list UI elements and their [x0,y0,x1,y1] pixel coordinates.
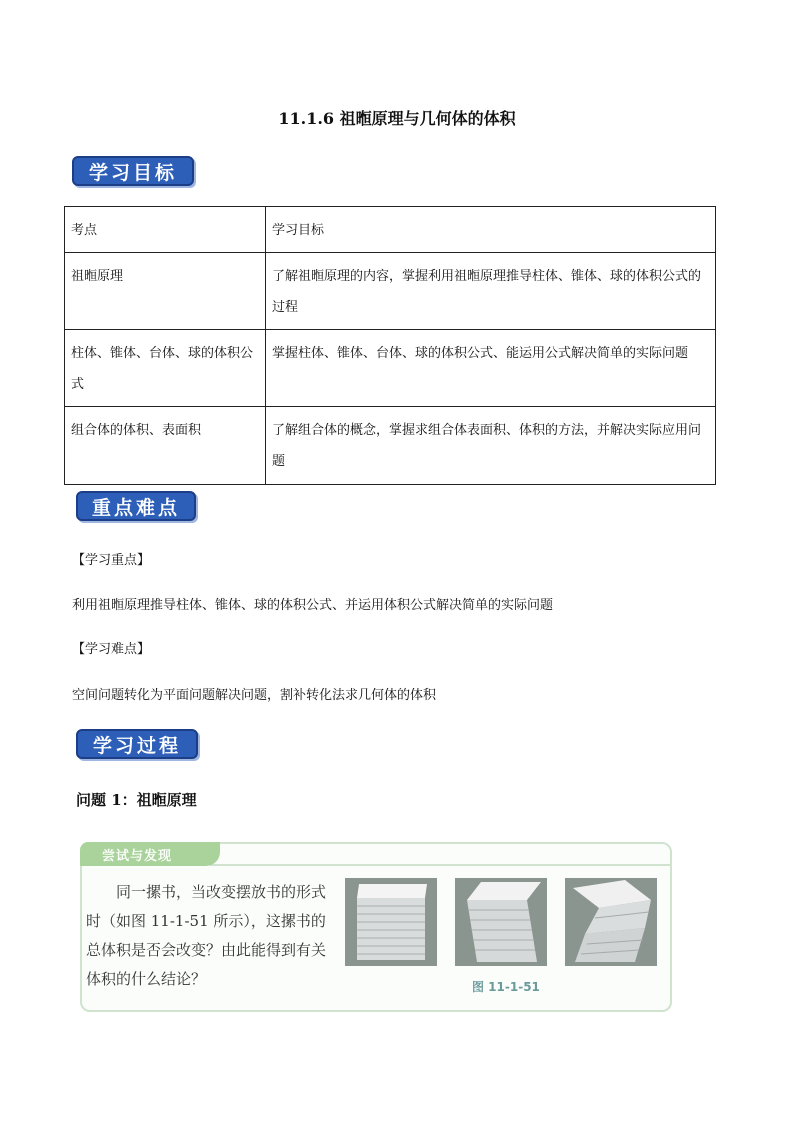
difficulty-text: 空间问题转化为平面问题解决问题，割补转化法求几何体的体积 [72,688,437,703]
book-stack-photo-slanted [455,878,547,966]
section-banner-keypoints: 重点难点 [76,491,196,521]
row-topic: 柱体、锥体、台体、球的体积公式 [65,330,266,407]
difficulty-label: 【学习难点】 [72,642,151,657]
table-row [65,253,716,330]
section-banner-process: 学习过程 [76,729,198,759]
row-topic: 组合体的体积、表面积 [65,407,266,485]
figure-tab-label: 尝试与发现 [80,842,220,866]
figure-caption: 图 11-1-51 [472,980,540,994]
book-stack-photo-twisted [565,878,657,966]
table-row [65,407,716,485]
header-topic: 考点 [65,207,266,253]
objectives-table [64,206,716,485]
row-goal: 了解祖暅原理的内容，掌握利用祖暅原理推导柱体、锥体、球的体积公式的过程 [266,253,716,330]
page-title: 11.1.6 祖暅原理与几何体的体积 [278,109,516,128]
table-header-row [65,207,716,253]
question-1-heading: 问题 1：祖暅原理 [76,791,197,809]
figure-text: 同一摞书，当改变摆放书的形式时（如图 11-1-51 所示），这摞书的总体积是否会改变？由此能得到有关体积的什么结论？ [86,883,327,988]
book-stack-photo-straight [345,878,437,966]
row-topic: 祖暅原理 [65,253,266,330]
figure-divider [210,864,670,866]
header-goal: 学习目标 [266,207,716,253]
focus-text: 利用祖暅原理推导柱体、锥体、球的体积公式、并运用体积公式解决简单的实际问题 [72,598,554,613]
focus-label: 【学习重点】 [72,553,151,568]
section-banner-objectives: 学习目标 [72,156,194,186]
row-goal: 了解组合体的概念，掌握求组合体表面积、体积的方法，并解决实际应用问题 [266,407,716,485]
row-goal: 掌握柱体、锥体、台体、球的体积公式、能运用公式解决简单的实际问题 [266,330,716,407]
table-row [65,330,716,407]
